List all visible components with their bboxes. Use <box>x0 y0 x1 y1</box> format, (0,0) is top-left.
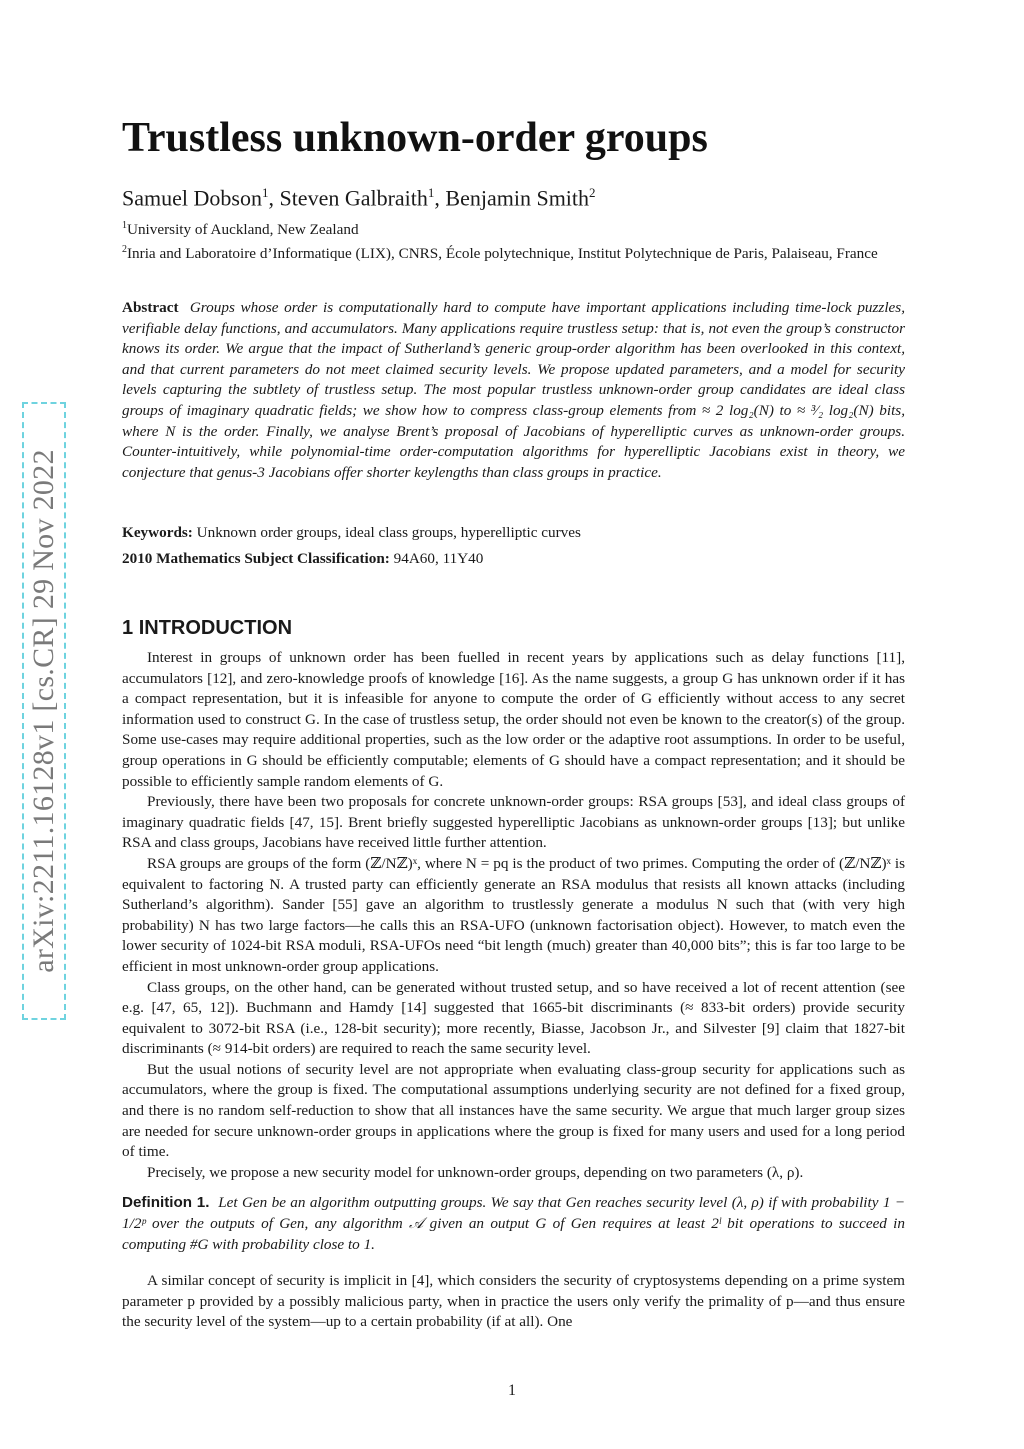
msc-label: 2010 Mathematics Subject Classification: <box>122 550 390 567</box>
affiliation <box>122 240 906 264</box>
section-title: INTRODUCTION <box>138 617 293 639</box>
paragraph: Interest in groups of unknown order has been fuelled in recent years by applications such as delay functions [11], accumulators [12], and zero-knowledge proofs of knowledge [16]. As the name suggests, a group G has unknown order if it has a compact representation, but it is infeasible for anyone to compute the order of G efficiently without access to any secret information used to construct G. In the case of trustless setup, the order should not even be known to the creator(s) of the group. Some use-cases may require additional properties, such as the low order or the adaptive root assumptions. In order to be useful, group operations in G should be efficiently computable; elements of G should have a compact representation; and it should be possible to efficiently sample random elements of G. <box>122 649 905 790</box>
author-affiliation-mark: 2 <box>589 185 596 200</box>
keywords <box>122 522 905 544</box>
abstract <box>122 298 905 483</box>
paper-title: Trustless unknown-order groups <box>122 115 708 161</box>
msc-classification <box>122 548 905 570</box>
affiliation-text: University of Auckland, New Zealand <box>127 221 359 239</box>
author-name: Samuel Dobson <box>122 185 262 211</box>
definition <box>122 1193 905 1255</box>
page-number: 1 <box>508 1382 516 1399</box>
author-affiliation-mark: 1 <box>261 185 269 200</box>
msc-text: 94A60, 11Y40 <box>389 550 484 567</box>
paragraph: A similar concept of security is implicit in [4], which considers the security of cryptosystems depending on a prime system parameter p provided by a possibly malicious party, when in practice the users only verify the primality of p—and thus ensure the security level of the system—up to a certain probability (if at all). One <box>122 1272 905 1331</box>
definition-label: Definition 1. <box>122 1194 210 1212</box>
abstract-text: Groups whose order is computationally hard to compute have important applications including time-lock puzzles, verifiable delay functions, and accumulators. Many applications require trustless setup: that is, not even the group’s constructor knows its order. We argue that the impact of Sutherland’s generic group-order algorithm has been overlooked in this context, and that current parameters do not meet claimed security levels. We propose updated parameters, and a model for security levels capturing the subtlety of trustless setup. The most popular trustless unknown-order group candidates are ideal class groups of imaginary quadratic fields; we show how to compress class-group elements from ≈ 2 log₂(N) to ≈ ³⁄₂ log₂(N) bits, where N is the order. Finally, we analyse Brent’s proposal of Jacobians of hyperelliptic curves as unknown-order groups. Counter-intuitively, while polynomial-time order-computation algorithms for hyperelliptic Jacobians exist in theory, we conjecture that genus-3 Jacobians offer shorter keylengths than class groups in practice. <box>122 299 906 481</box>
definition-text: Let Gen be an algorithm outputting groups. We say that Gen reaches security level (λ, ρ) if with probability 1 − 1/2ᵖ over the outputs of Gen, any algorithm 𝒜 given an output G of Gen requires at least 2ˡ bit operations to succeed in computing #G with probability close to 1. <box>122 1194 906 1253</box>
paragraph: RSA groups are groups of the form (ℤ/Nℤ)ˣ, where N = pq is the product of two primes. Computing the order of (ℤ/Nℤ)ˣ is equivalent to factoring N. A trusted party can efficiently generate an RSA modulus that resists all known attacks (including Sutherland’s algorithm). Sander [55] gave an algorithm to trustlessly generate a modulus N such that (with very high probability) N has two large factors—he calls this an RSA-UFO (unknown factorisation object). However, to match even the lower security of 1024-bit RSA moduli, RSA-UFOs need “bit length (much) greater than 40,000 bits”; this is far too large to be efficient in most unknown-order group applications. <box>122 854 905 975</box>
author-name: Steven Galbraith <box>279 185 428 211</box>
author-separator: , <box>434 185 446 211</box>
author-separator: , <box>268 185 280 211</box>
affiliation-text: Inria and Laboratoire d’Informatique (LIX), CNRS, École polytechnique, Institut Polytechnique de Paris, Palaiseau, France <box>127 245 878 263</box>
paragraph: Previously, there have been two proposals for concrete unknown-order groups: RSA groups [53], and ideal class groups of imaginary quadratic fields [47, 15]. Brent briefly suggested hyperelliptic Jacobians as unknown-order groups [13]; but unlike RSA and class groups, Jacobians have received little further attention. <box>122 793 905 852</box>
arxiv-identifier[interactable]: arXiv:2211.16128v1 [cs.CR] 29 Nov 2022 <box>27 449 60 973</box>
paragraph: Class groups, on the other hand, can be generated without trusted setup, and so have received a lot of recent attention (see e.g. [47, 65, 12]). Buchmann and Hamdy [14] suggested that 1665-bit discriminants (≈ 833-bit orders) provide security equivalent to 3072-bit RSA (i.e., 128-bit security); more recently, Biasse, Jacobson Jr., and Silvester [9] claim that 1827-bit discriminants (≈ 914-bit orders) are required to reach the same security level. <box>122 978 905 1058</box>
abstract-label: Abstract <box>122 299 179 316</box>
affiliations <box>122 216 906 264</box>
keywords-text: Unknown order groups, ideal class groups, hyperelliptic curves <box>192 524 581 541</box>
author-affiliation-mark: 1 <box>427 185 435 200</box>
section-body <box>122 648 905 1333</box>
section-heading <box>122 614 292 642</box>
keywords-label: Keywords: <box>122 524 193 541</box>
affiliation-mark: 2 <box>122 244 127 256</box>
paragraph: Precisely, we propose a new security model for unknown-order groups, depending on two parameters (λ, ρ). <box>147 1163 804 1181</box>
affiliation <box>122 216 906 240</box>
author-name: Benjamin Smith <box>445 185 590 211</box>
author-list <box>122 178 596 213</box>
paragraph: But the usual notions of security level are not appropriate when evaluating class-group security for applications such as accumulators, where the group is fixed. The computational assumptions underlying security are not defined for a fixed group, and there is no random self-reduction to show that all instances have the same security. We argue that much larger group sizes are needed for secure unknown-order groups in applications where the group is fixed for many users and used for a long period of time. <box>122 1060 905 1161</box>
affiliation-mark: 1 <box>122 220 127 231</box>
section-number: 1 <box>122 617 134 639</box>
